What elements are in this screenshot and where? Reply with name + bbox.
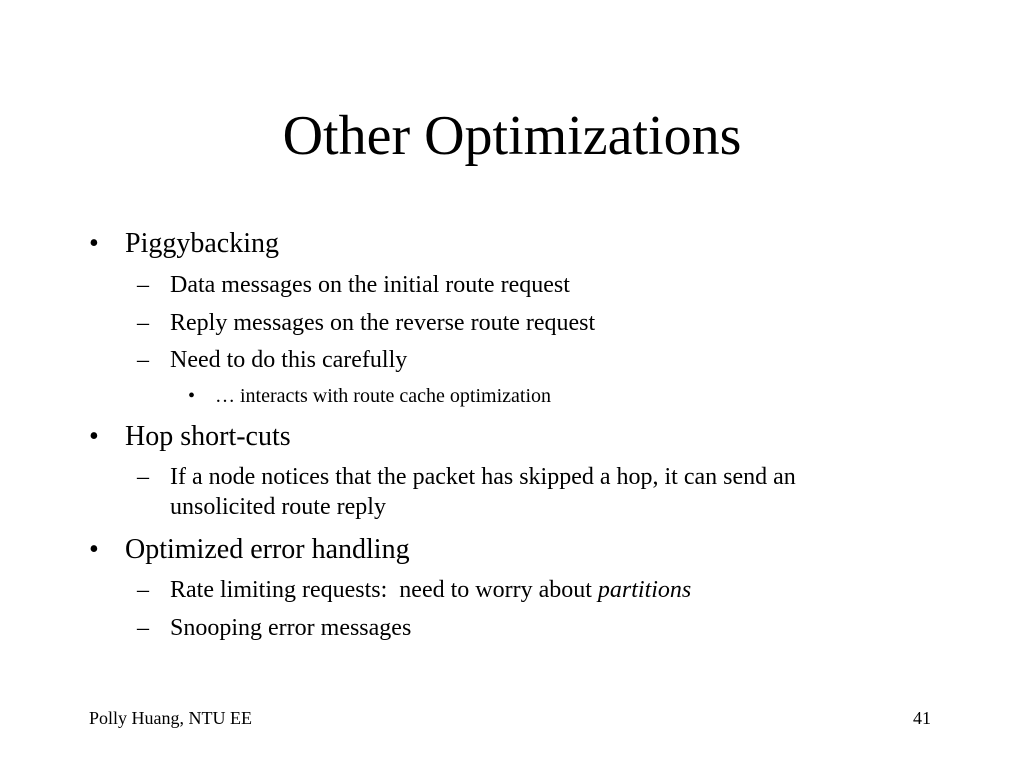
sub-bullet-text: Reply messages on the reverse route request (170, 310, 596, 336)
sub-bullet-marker: – (137, 615, 149, 641)
sub-bullet-text: Need to do this carefully (170, 347, 408, 373)
footer-author: Polly Huang, NTU EE (89, 708, 252, 728)
bullet-text: Piggybacking (125, 228, 279, 259)
sub-bullet-marker: – (137, 577, 149, 603)
footer-page-number: 41 (913, 708, 931, 728)
sub-bullet-text-continued: unsolicited route reply (170, 494, 386, 520)
sub-bullet-marker: – (137, 464, 149, 490)
bullet-text: Optimized error handling (125, 534, 410, 565)
sub-bullet-text-prefix: Rate limiting requests: need to worry about (170, 577, 598, 603)
sub-bullet-marker: – (137, 347, 149, 373)
sub-bullet-text (170, 575, 691, 605)
sub-bullet-text: Snooping error messages (170, 615, 412, 641)
sub-bullet-text: If a node notices that the packet has skipped a hop, it can send an (170, 464, 796, 490)
sub-sub-bullet-text: … interacts with route cache optimization (215, 385, 551, 407)
sub-sub-bullet-marker: • (188, 385, 196, 407)
slide-title: Other Optimizations (282, 105, 742, 167)
sub-bullet-marker: – (137, 272, 149, 298)
bullet-text: Hop short-cuts (125, 421, 291, 452)
sub-bullet-text-emphasis: partitions (597, 577, 692, 603)
bullet-marker: • (89, 228, 99, 259)
sub-bullet-text: Data messages on the initial route request (170, 272, 570, 298)
bullet-marker: • (89, 421, 99, 452)
bullet-marker: • (89, 534, 99, 565)
sub-bullet-marker: – (137, 310, 149, 336)
